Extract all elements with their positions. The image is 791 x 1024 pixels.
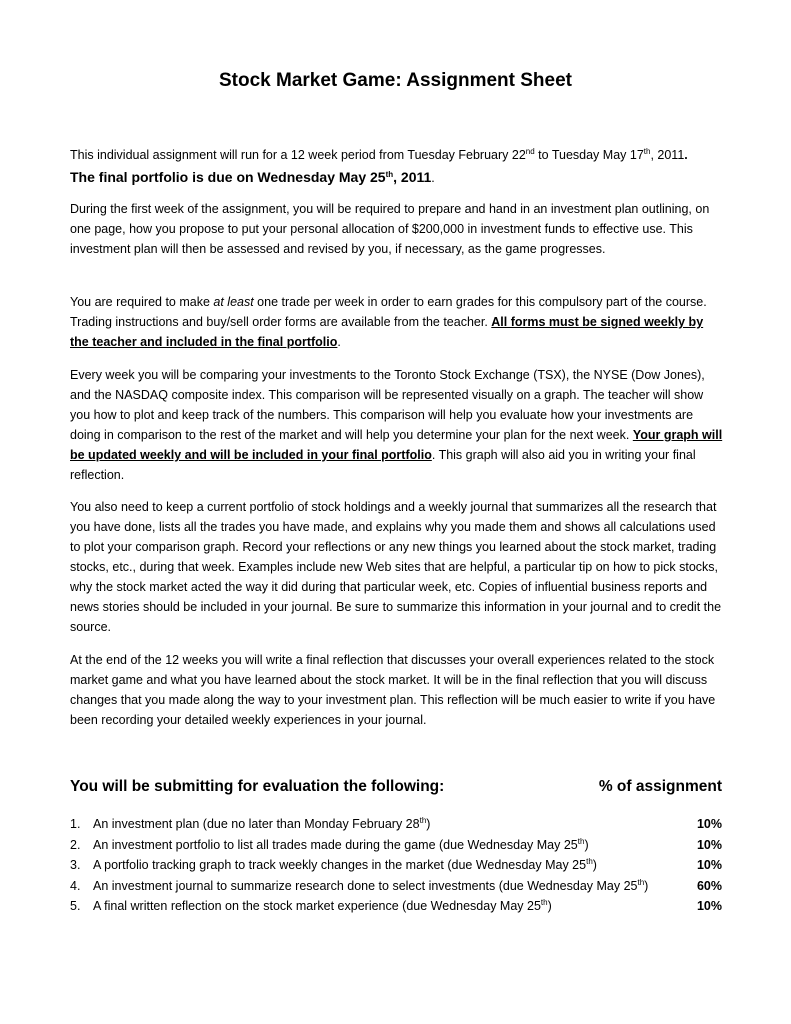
evaluation-heading-row: [70, 778, 722, 796]
due-date-sup: th: [385, 170, 394, 179]
item-text-close: ): [426, 817, 431, 832]
due-date-period: .: [431, 171, 435, 185]
list-item: [70, 835, 722, 856]
list-item: [70, 896, 722, 917]
p2-emphasis: at least: [213, 295, 254, 309]
paragraph-comparison: [70, 365, 725, 485]
evaluation-list: [70, 814, 722, 917]
intro-text-4: .: [684, 148, 688, 162]
item-text-main: An investment journal to summarize research done to select investments (due Wednesday May 25: [93, 878, 638, 893]
p3-requirement: Your graph will be updated weekly and will be included in your final portfolio: [70, 428, 723, 462]
item-text: [93, 838, 682, 852]
p2-requirement: All forms must be signed weekly by the teacher and included in the final portfolio: [70, 315, 704, 349]
p2-text-c: one trade per week in order to earn grades for this compulsory part of the course. Trading instructions and buy/sell order forms are available from the teacher.: [70, 295, 707, 329]
item-text-main: An investment portfolio to list all trades made during the game (due Wednesday May 25: [93, 837, 578, 852]
intro-text-2: to Tuesday May 17: [534, 148, 644, 162]
p2-text-e: .: [337, 335, 341, 349]
item-number: 3.: [70, 858, 81, 873]
item-text-sup: th: [586, 857, 593, 867]
item-number: 1.: [70, 817, 81, 832]
p3-text-c: . This graph will also aid you in writing your final reflection.: [70, 448, 696, 482]
page-title: Stock Market Game: Assignment Sheet: [218, 70, 572, 91]
item-text: [93, 817, 682, 831]
intro-text-1: This individual assignment will run for a 12 week period from Tuesday February 22: [70, 148, 526, 162]
item-percent: 60%: [696, 878, 722, 893]
item-number: 2.: [70, 837, 81, 852]
due-date-text: The final portfolio is due on Wednesday May 25: [70, 169, 386, 185]
item-number: 4.: [70, 878, 81, 893]
item-text-sup: th: [419, 816, 427, 826]
p2-text-a: You are required to make: [70, 295, 214, 309]
item-text-main: A portfolio tracking graph to track weekly changes in the market (due Wednesday May 25: [93, 858, 587, 873]
item-text: [93, 899, 682, 913]
item-percent: 10%: [696, 817, 722, 832]
due-date-year: , 2011: [393, 169, 432, 185]
item-text-close: ): [644, 878, 649, 893]
item-text-sup: th: [540, 898, 548, 908]
intro-sup-1: nd: [525, 147, 535, 156]
item-text-sup: th: [577, 836, 585, 846]
item-percent: 10%: [696, 858, 722, 873]
item-text: [93, 858, 682, 872]
item-text-main: An investment plan (due no later than Monday February 28: [93, 817, 420, 832]
intro-sup-2: th: [643, 147, 651, 156]
item-text-sup: th: [637, 877, 645, 887]
item-text-close: ): [592, 858, 597, 873]
intro-text-3: , 2011: [650, 148, 685, 162]
paragraph-journal: You also need to keep a current portfolio of stock holdings and a weekly journal that summarizes all the research that you have done, lists all the trades you have made, and explains why you made them and shows all calculations used to plot your comparison graph. Record your reflections or any new things you learned about the stock market, trading stocks, etc., during that week. Examples include new Web sites that are helpful, a particular tip on how to pick stocks, why the stock market acted the way it did during that particular week, etc. Copies of influential business reports and news stories should be included in your journal. Be sure to summarize this information in your journal and to credit the source.: [70, 500, 722, 634]
item-text-main: A final written reflection on the stock market experience (due Wednesday May 25: [93, 899, 541, 914]
paragraph-investment-plan: During the first week of the assignment, you will be required to prepare and hand in an investment plan outlining, on one page, how you propose to put your personal allocation of $200,000 in investment funds to effective use. This investment plan will then be assessed and revised by you, if necessary, as the game progresses.: [70, 202, 710, 256]
item-percent: 10%: [696, 899, 722, 914]
item-percent: 10%: [696, 837, 722, 852]
item-text-close: ): [547, 899, 552, 914]
item-text-close: ): [584, 837, 589, 852]
paragraph-reflection: At the end of the 12 weeks you will write a final reflection that discusses your overall experiences related to the stock market game and what you have learned about the stock market. It will be in the final reflection that you will discuss changes that you made along the way to your investment plan. This reflection will be much easier to write if you have been recording your detailed weekly experiences in your journal.: [70, 653, 716, 727]
list-item: [70, 876, 722, 897]
percent-heading: % of assignment: [598, 778, 722, 795]
paragraph-trades: [70, 292, 725, 352]
intro-paragraph: [70, 144, 725, 189]
list-item: [70, 855, 722, 876]
list-item: [70, 814, 722, 835]
p3-text-a: Every week you will be comparing your investments to the Toronto Stock Exchange (TSX), the NYSE (Dow Jones), and the NASDAQ composite index. This comparison will be represented visually on a graph. The teacher will show you how to plot and keep track of the numbers. This comparison will help you evaluate how your investments are doing in comparison to the rest of the market and will help you determine your plan for the next week.: [70, 368, 705, 442]
evaluation-heading: You will be submitting for evaluation the following:: [70, 778, 445, 795]
item-text: [93, 879, 682, 893]
item-number: 5.: [70, 899, 81, 914]
